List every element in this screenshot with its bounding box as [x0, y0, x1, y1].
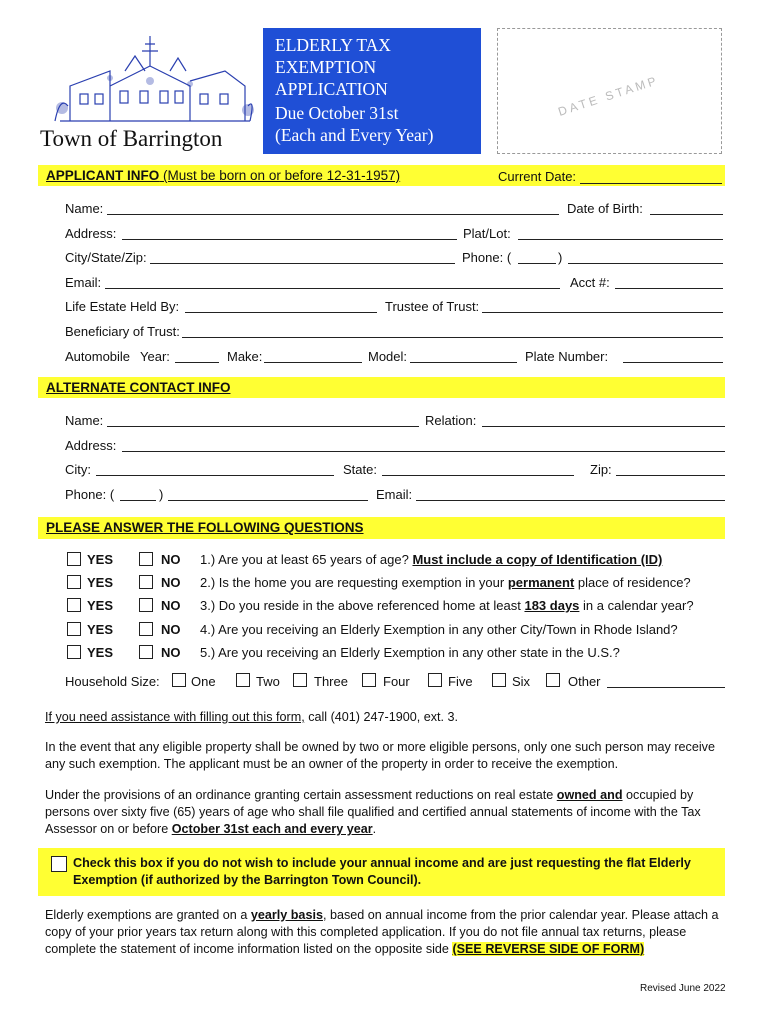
- current-date-field[interactable]: [580, 183, 722, 184]
- q1-yes-checkbox[interactable]: [67, 552, 81, 566]
- q1-text: [200, 552, 662, 567]
- q1-text-emph: Must include a copy of Identification (ID): [412, 552, 663, 567]
- ordinance-deadline: October 31st each and every year: [171, 822, 373, 836]
- applicant-heading-note: (Must be born on or before 12-31-1957): [163, 168, 401, 183]
- plate-field[interactable]: [623, 362, 723, 363]
- revised-date: Revised June 2022: [640, 983, 726, 994]
- household-five-checkbox[interactable]: [428, 673, 442, 687]
- q3-no-checkbox[interactable]: [139, 598, 153, 612]
- q2-yes-label: YES: [87, 575, 114, 590]
- household-three-label: Three: [314, 674, 348, 689]
- ordinance-owned: owned and: [556, 788, 623, 802]
- household-four-checkbox[interactable]: [362, 673, 376, 687]
- email-field[interactable]: [105, 288, 560, 289]
- alt-name-field[interactable]: [107, 426, 419, 427]
- title-line-5: (Each and Every Year): [275, 125, 434, 145]
- alt-city-label: City:: [65, 462, 91, 477]
- household-five-label: Five: [448, 674, 473, 689]
- alt-phone-close: ): [159, 487, 164, 502]
- q3-yes-checkbox[interactable]: [67, 598, 81, 612]
- ordinance-text-b: occupied by persons over sixty five (65) years of age who shall file qualified and certified annual statements of income with the Tax Assessor on or before: [45, 788, 701, 836]
- applicant-heading: APPLICANT INFO: [46, 168, 160, 183]
- model-field[interactable]: [410, 362, 517, 363]
- make-field[interactable]: [264, 362, 362, 363]
- q3-text-tail: in a calendar year?: [579, 598, 694, 613]
- flat-exemption-text: Check this box if you do not wish to include your annual income and are just requesting the flat Elderly Exemption (if authorized by the Barrington Town Council).: [73, 856, 691, 887]
- life-estate-label: Life Estate Held By:: [65, 299, 180, 314]
- citystatezip-field[interactable]: [150, 263, 455, 264]
- relation-field[interactable]: [482, 426, 725, 427]
- q4-no-label: NO: [161, 622, 181, 637]
- alt-name-label: Name:: [65, 413, 104, 428]
- alt-email-field[interactable]: [416, 500, 725, 501]
- address-field[interactable]: [122, 239, 457, 240]
- dob-label: Date of Birth:: [567, 201, 643, 216]
- q1-text-main: 1.) Are you at least 65 years of age?: [200, 552, 413, 567]
- ordinance-paragraph: [45, 787, 725, 838]
- q3-text-emph: 183 days: [524, 598, 580, 613]
- ordinance-text-a: Under the provisions of an ordinance granting certain assessment reductions on real estate: [45, 788, 557, 802]
- q2-text-emph: permanent: [507, 575, 575, 590]
- q5-yes-checkbox[interactable]: [67, 645, 81, 659]
- alt-zip-field[interactable]: [616, 475, 725, 476]
- q2-text-tail: place of residence?: [574, 575, 691, 590]
- alt-phone-area-field[interactable]: [120, 500, 156, 501]
- alt-address-label: Address:: [65, 438, 117, 453]
- q4-text: 4.) Are you receiving an Elderly Exemption in any other City/Town in Rhode Island?: [200, 622, 678, 637]
- q3-yes-label: YES: [87, 598, 114, 613]
- questions-heading: PLEASE ANSWER THE FOLLOWING QUESTIONS: [46, 520, 364, 535]
- email-label: Email:: [65, 275, 102, 290]
- yearly-text-a: Elderly exemptions are granted on a: [45, 908, 251, 922]
- acct-label: Acct #:: [570, 275, 610, 290]
- citystatezip-label: City/State/Zip:: [65, 250, 147, 265]
- assistance-phone: call (401) 247-1900, ext. 3.: [304, 710, 459, 724]
- life-estate-field[interactable]: [185, 312, 377, 313]
- q2-text: [200, 575, 691, 590]
- q4-no-checkbox[interactable]: [139, 622, 153, 636]
- ownership-paragraph: In the event that any eligible property shall be owned by two or more eligible persons, only one such person may receive any such exemption. The applicant must be an owner of the property in order to receive the exemption.: [45, 740, 715, 771]
- alt-state-label: State:: [343, 462, 377, 477]
- q3-text: [200, 598, 694, 613]
- yearly-basis-emph: yearly basis: [250, 908, 323, 922]
- alt-phone-label: Phone: (: [65, 487, 115, 502]
- alternate-heading: ALTERNATE CONTACT INFO: [46, 380, 231, 395]
- household-other-label: Other: [568, 674, 601, 689]
- q2-yes-checkbox[interactable]: [67, 575, 81, 589]
- household-one-checkbox[interactable]: [172, 673, 186, 687]
- household-two-checkbox[interactable]: [236, 673, 250, 687]
- trustee-label: Trustee of Trust:: [385, 299, 480, 314]
- phone-field[interactable]: [568, 263, 723, 264]
- reverse-side-note: (SEE REVERSE SIDE OF FORM): [452, 942, 645, 956]
- flat-exemption-band: [38, 848, 725, 896]
- assistance-emph: If you need assistance with filling out this form,: [45, 710, 305, 724]
- model-label: Model:: [368, 349, 408, 364]
- household-six-label: Six: [512, 674, 531, 689]
- household-two-label: Two: [256, 674, 280, 689]
- title-line-4: Due October 31st: [275, 103, 399, 123]
- household-other-checkbox[interactable]: [546, 673, 560, 687]
- alt-address-field[interactable]: [122, 451, 725, 452]
- platlot-field[interactable]: [518, 239, 723, 240]
- address-label: Address:: [65, 226, 117, 241]
- form-title-box: [263, 28, 481, 154]
- household-three-checkbox[interactable]: [293, 673, 307, 687]
- q3-text-main: 3.) Do you reside in the above referenced home at least: [200, 598, 525, 613]
- current-date-label: Current Date:: [498, 169, 577, 184]
- yearly-basis-paragraph: [45, 907, 725, 958]
- q1-no-checkbox[interactable]: [139, 552, 153, 566]
- q5-text: 5.) Are you receiving an Elderly Exemption in any other state in the U.S.?: [200, 645, 620, 660]
- q1-yes-label: YES: [87, 552, 114, 567]
- q4-yes-checkbox[interactable]: [67, 622, 81, 636]
- phone-area-code-field[interactable]: [518, 263, 556, 264]
- q5-no-checkbox[interactable]: [139, 645, 153, 659]
- date-stamp-area: [497, 28, 722, 154]
- year-field[interactable]: [175, 362, 219, 363]
- town-hall-logo: [50, 26, 260, 126]
- questions-band: [38, 517, 725, 539]
- alt-city-field[interactable]: [96, 475, 334, 476]
- household-label: Household Size:: [65, 674, 160, 689]
- platlot-label: Plat/Lot:: [463, 226, 511, 241]
- plate-label: Plate Number:: [525, 349, 609, 364]
- title-line-1: ELDERLY TAX: [275, 35, 391, 55]
- date-stamp-label: DATE STAMP: [556, 73, 661, 119]
- q2-text-main: 2.) Is the home you are requesting exemption in your: [200, 575, 508, 590]
- household-other-field[interactable]: [607, 687, 725, 688]
- q4-yes-label: YES: [87, 622, 114, 637]
- phone-label: Phone: (: [462, 250, 512, 265]
- q2-no-label: NO: [161, 575, 181, 590]
- q3-no-label: NO: [161, 598, 181, 613]
- alt-email-label: Email:: [376, 487, 413, 502]
- alternate-band: [38, 377, 725, 398]
- applicant-band: [38, 165, 725, 186]
- alt-state-field[interactable]: [382, 475, 574, 476]
- assistance-line: [45, 709, 725, 726]
- year-label: Year:: [140, 349, 170, 364]
- relation-label: Relation:: [425, 413, 477, 428]
- name-field[interactable]: [107, 214, 559, 215]
- title-line-3: APPLICATION: [275, 79, 388, 99]
- q1-no-label: NO: [161, 552, 181, 567]
- town-name: Town of Barrington: [40, 126, 223, 151]
- make-label: Make:: [227, 349, 263, 364]
- yearly-text-b: , based on annual income from the prior calendar year. Please attach a copy of your prior years tax return along with this completed application. If you do not file annual tax returns, please complete the statement of income information listed on the opposite side: [45, 908, 719, 956]
- automobile-label: Automobile: [65, 349, 131, 364]
- trustee-field[interactable]: [482, 312, 723, 313]
- flat-exemption-checkbox[interactable]: [51, 856, 67, 872]
- phone-close: ): [558, 250, 563, 265]
- household-four-label: Four: [383, 674, 410, 689]
- acct-field[interactable]: [615, 288, 723, 289]
- name-label: Name:: [65, 201, 104, 216]
- q5-no-label: NO: [161, 645, 181, 660]
- alt-phone-field[interactable]: [168, 500, 368, 501]
- household-one-label: One: [191, 674, 216, 689]
- household-six-checkbox[interactable]: [492, 673, 506, 687]
- alt-zip-label: Zip:: [590, 462, 612, 477]
- beneficiary-label: Beneficiary of Trust:: [65, 324, 180, 339]
- q5-yes-label: YES: [87, 645, 114, 660]
- dob-field[interactable]: [650, 214, 723, 215]
- title-line-2: EXEMPTION: [275, 57, 377, 77]
- ordinance-text-c: .: [372, 822, 377, 836]
- q2-no-checkbox[interactable]: [139, 575, 153, 589]
- beneficiary-field[interactable]: [182, 337, 723, 338]
